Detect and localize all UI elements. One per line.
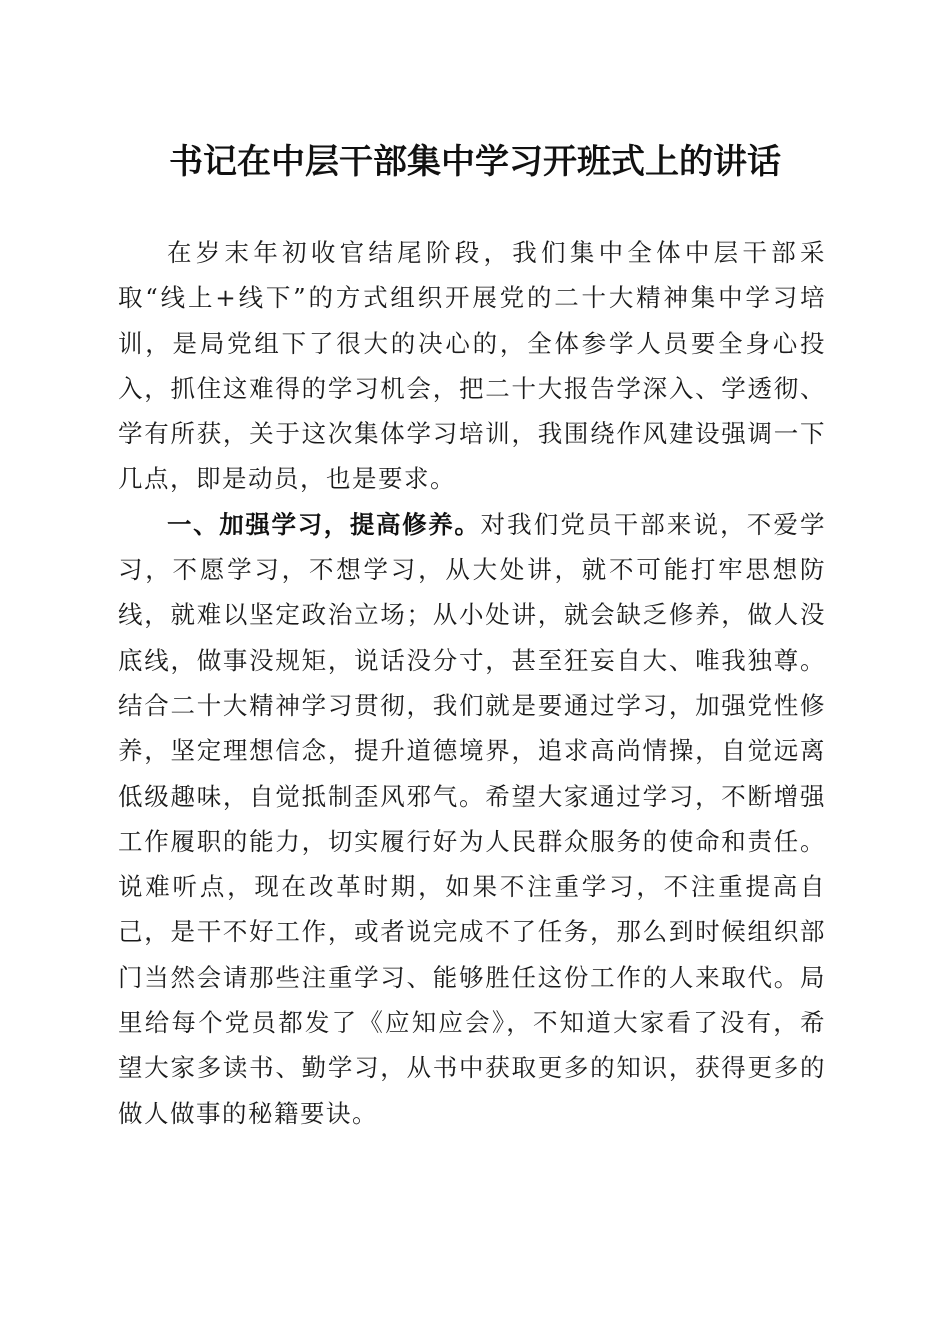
document-body <box>118 230 826 1136</box>
document-title: 书记在中层干部集中学习开班式上的讲话 <box>169 142 781 182</box>
section-one-text: 对我们党员干部来说，不爱学习，不愿学习，不想学习，从大处讲，就不可能打牢思想防线，就难以坚定政治立场；从小处讲，就会缺乏修养，做人没底线，做事没规矩，说话没分寸，甚至狂妄自大、唯我独尊。结合二十大精神学习贯彻，我们就是要通过学习，加强党性修养，坚定理想信念，提升道德境界，追求高尚情操，自觉远离低级趣味，自觉抵制歪风邪气。希望大家通过学习，不断增强工作履职的能力，切实履行好为人民群众服务的使命和责任。说难听点，现在改革时期，如果不注重学习，不注重提高自己，是干不好工作，或者说完成不了任务，那么到时候组织部门当然会请那些注重学习、能够胜任这份工作的人来取代。局里给每个党员都发了《应知应会》，不知道大家看了没有，希望大家多读书、勤学习，从书中获取更多的知识，获得更多的做人做事的秘籍要诀。 <box>118 509 826 1128</box>
section-one-paragraph <box>118 502 826 1136</box>
section-one-heading: 一、加强学习，提高修养。 <box>167 509 481 539</box>
intro-paragraph: 在岁末年初收官结尾阶段，我们集中全体中层干部采取“线上+线下”的方式组织开展党的二十大精神集中学习培训，是局党组下了很大的决心的，全体参学人员要全身心投入，抓住这难得的学习机会，把二十大报告学深入、学透彻、学有所获，关于这次集体学习培训，我围绕作风建设强调一下几点，即是动员，也是要求。 <box>118 238 826 494</box>
